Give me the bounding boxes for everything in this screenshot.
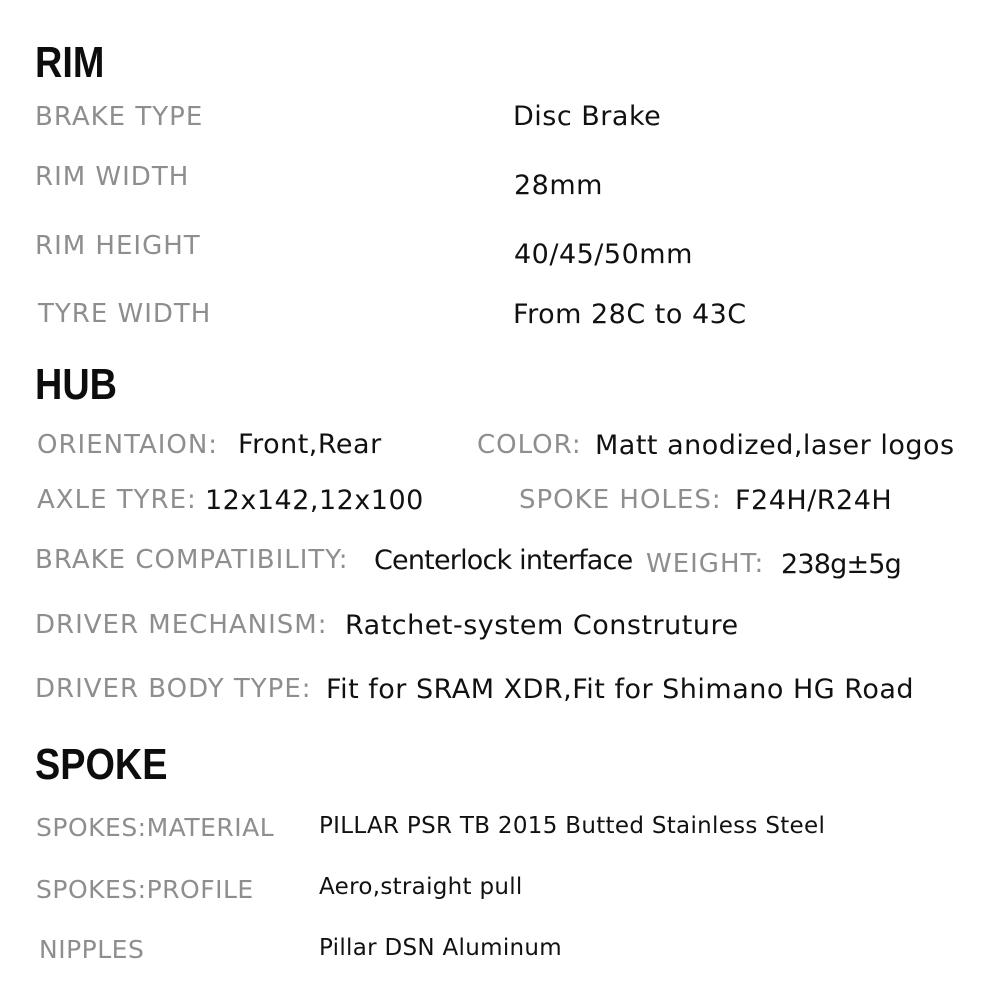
rim-width-label: RIM WIDTH: [35, 162, 190, 192]
brake-type-label: BRAKE TYPE: [35, 102, 204, 132]
spoke-holes-label: SPOKE HOLES:: [519, 485, 722, 515]
orientation-label: ORIENTAION:: [37, 430, 219, 460]
rim-heading: RIM: [35, 38, 105, 87]
brake-compat-value: Centerlock interface: [374, 545, 633, 576]
axle-value: 12x142,12x100: [205, 485, 424, 516]
rim-width-value: 28mm: [514, 170, 603, 201]
color-label: COLOR:: [477, 430, 582, 460]
nipples-value: Pillar DSN Aluminum: [319, 935, 562, 961]
weight-value: 238g±5g: [781, 549, 902, 580]
spokes-profile-value: Aero,straight pull: [319, 874, 523, 900]
axle-label: AXLE TYRE:: [37, 485, 197, 515]
rim-height-label: RIM HEIGHT: [35, 231, 201, 261]
driver-mechanism-label: DRIVER MECHANISM:: [35, 610, 328, 640]
spokes-profile-label: SPOKES:PROFILE: [36, 875, 254, 904]
rim-height-value: 40/45/50mm: [514, 239, 693, 270]
spokes-material-label: SPOKES:MATERIAL: [36, 813, 275, 842]
driver-body-label: DRIVER BODY TYPE:: [35, 674, 312, 704]
driver-mechanism-value: Ratchet-system Construture: [345, 610, 739, 641]
spoke-holes-value: F24H/R24H: [735, 485, 893, 516]
nipples-label: NIPPLES: [39, 935, 145, 964]
brake-type-value: Disc Brake: [513, 101, 662, 132]
spoke-heading: SPOKE: [35, 740, 168, 789]
driver-body-value: Fit for SRAM XDR,Fit for Shimano HG Road: [326, 674, 915, 705]
brake-compat-label: BRAKE COMPATIBILITY:: [35, 545, 349, 575]
color-value: Matt anodized,laser logos: [595, 430, 955, 461]
hub-heading: HUB: [35, 360, 117, 409]
weight-label: WEIGHT:: [646, 549, 765, 579]
tyre-width-label: TYRE WIDTH: [38, 299, 212, 329]
orientation-value: Front,Rear: [238, 429, 382, 460]
spokes-material-value: PILLAR PSR TB 2015 Butted Stainless Steel: [319, 813, 826, 839]
tyre-width-value: From 28C to 43C: [513, 299, 747, 330]
